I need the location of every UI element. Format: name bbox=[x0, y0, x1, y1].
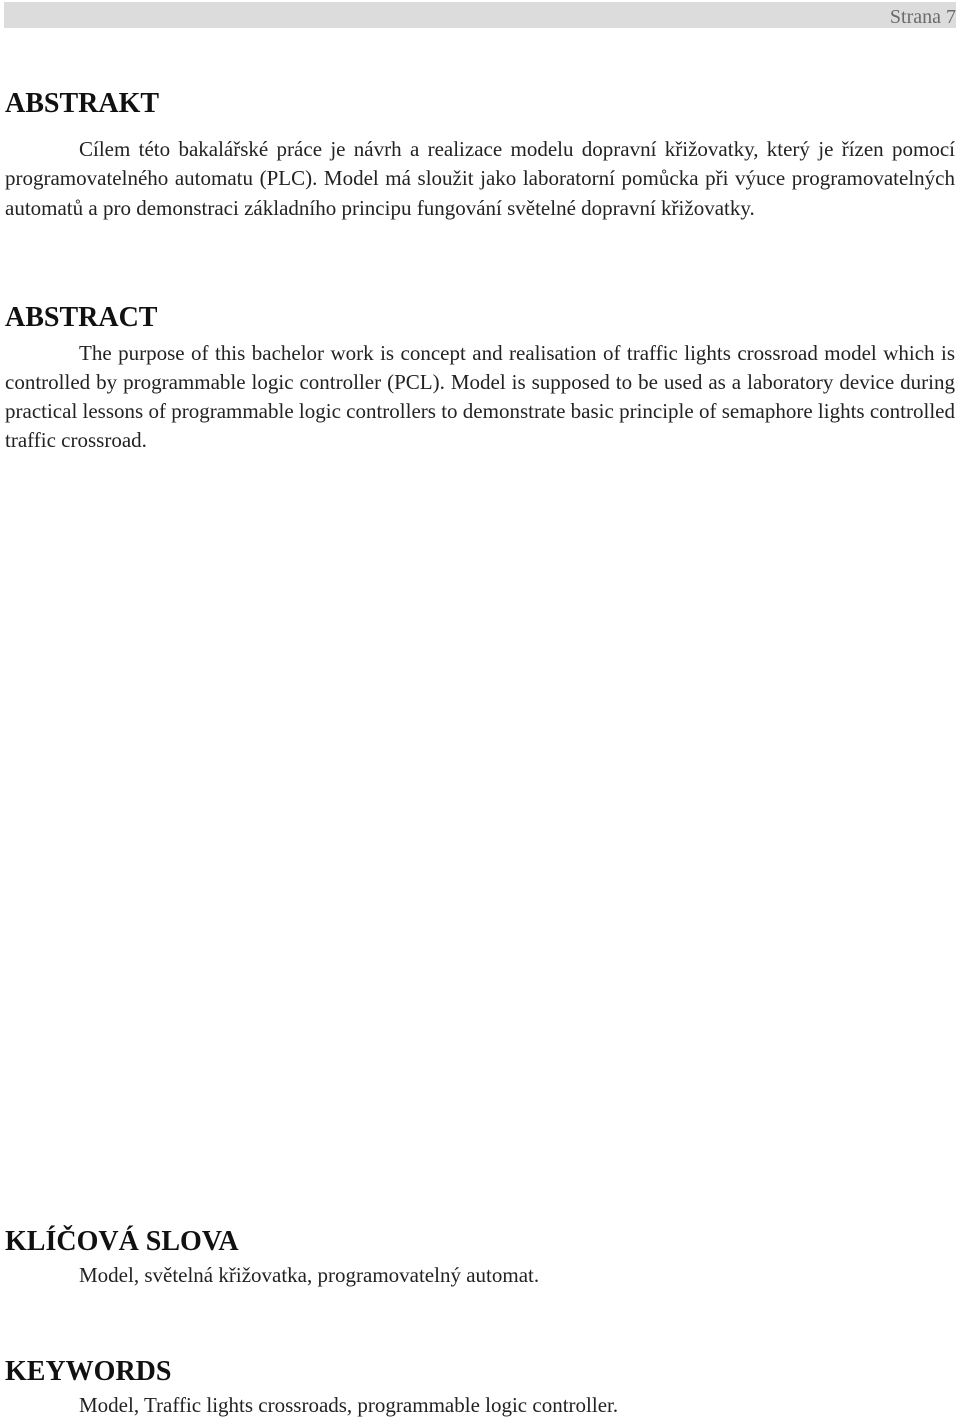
keywords-heading: KEYWORDS bbox=[5, 1356, 172, 1387]
abstract-heading: ABSTRACT bbox=[5, 302, 158, 333]
page-header-bar bbox=[4, 2, 956, 28]
abstrakt-paragraph: Cílem této bakalářské práce je návrh a realizace modelu dopravní křižovatky, který je řízen pomocí programovatelného automatu (PLC). Model má sloužit jako laboratorní pomůcka při výuce programovatelných automatů a pro demonstraci základního principu fungování světelné dopravní křižovatky. bbox=[5, 137, 955, 220]
keywords-text: Model, Traffic lights crossroads, programmable logic controller. bbox=[79, 1393, 619, 1417]
page-number: Strana 7 bbox=[889, 6, 956, 28]
keywords-section bbox=[5, 1356, 955, 1420]
abstract-paragraph: The purpose of this bachelor work is concept and realisation of traffic lights crossroad model which is controlled by programmable logic controller (PCL). Model is supposed to be used as a laboratory device during practical lessons of programmable logic controllers to demonstrate basic principle of semaphore lights controlled traffic crossroad. bbox=[5, 341, 955, 452]
abstrakt-section bbox=[5, 88, 955, 223]
klicova-slova-section bbox=[5, 1226, 955, 1290]
klicova-slova-heading: KLÍČOVÁ SLOVA bbox=[5, 1226, 239, 1257]
abstrakt-heading: ABSTRAKT bbox=[5, 88, 160, 119]
abstract-section bbox=[5, 302, 955, 455]
klicova-slova-text: Model, světelná křižovatka, programovatelný automat. bbox=[79, 1263, 540, 1287]
